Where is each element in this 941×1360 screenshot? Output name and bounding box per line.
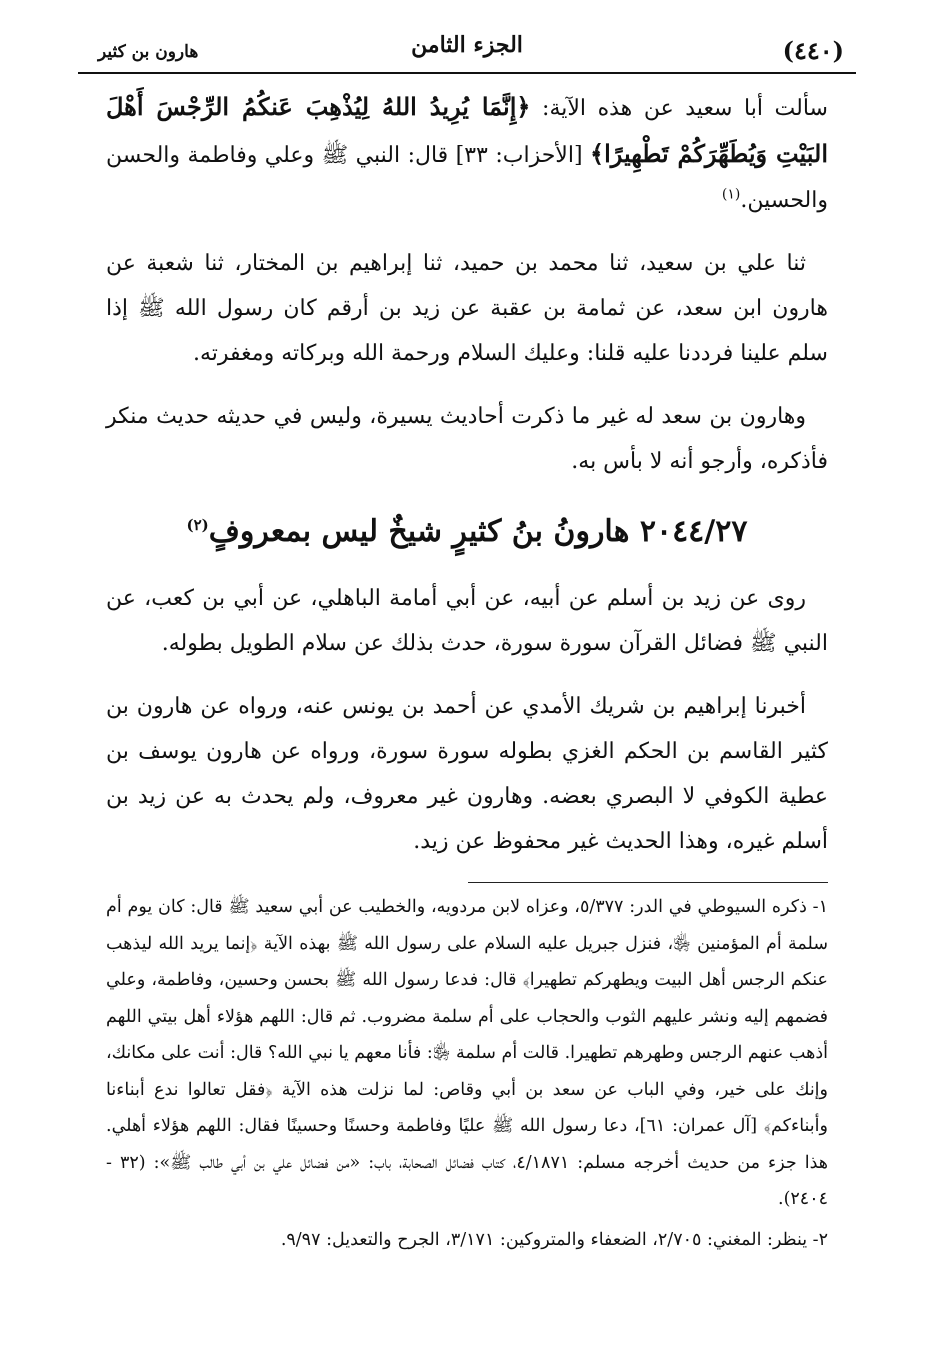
paragraph-text: [الأحزاب: ٣٣] قال: النبي ﷺ وعلي وفاطمة والحسن والحسين.: [106, 143, 828, 213]
footnote-ref: (١): [721, 186, 741, 203]
main-text: [78, 74, 856, 864]
book-page: [78, 28, 856, 1338]
paragraph-text: سألت أبا سعيد عن هذه الآية:: [530, 96, 828, 121]
paragraph-assessment: وهارون بن سعد له غير ما ذكرت أحاديث يسيرة، وليس في حديثه حديث منكر فأذكره، وأرجو أنه لا بأس به.: [106, 404, 828, 474]
footnote-separator: [468, 882, 828, 883]
volume-title: الجزء الثامن: [411, 32, 523, 58]
paragraph-quran-verse: [106, 84, 828, 223]
paragraph-isnad: ثنا علي بن سعيد، ثنا محمد بن حميد، ثنا إبراهيم بن المختار، ثنا شعبة عن هارون ابن سعد، عن ثمامة بن عقبة عن زيد بن أرقم كان رسول الله ﷺ إذا سلم علينا فرددنا عليه قلنا: وعليك السلام ورحمة الله وبركاته ومغفرته.: [106, 251, 828, 366]
quran-verse: ﴿إِنَّمَا يُرِيدُ اللهُ لِيُذْهِبَ عَنكُمُ الرِّجْسَ أَهْلَ البَيْتِ وَيُطَهِّرَكُمْ تَطْهِيرًا﴾: [106, 92, 828, 168]
footnote-2: ٢- ينظر: المغني: ٢/٧٠٥، الضعفاء والمتروكين: ٣/١٧١، الجرح والتعديل: ٩/٩٧.: [280, 1229, 828, 1250]
entry-heading: [106, 502, 828, 562]
page-number: (٤٤٠): [782, 36, 844, 65]
footnote-1: ١- ذكره السيوطي في الدر: ٥/٣٧٧، وعزاه لابن مردويه، والخطيب عن أبي سعيد ﷺ قال: كان يوم أم سلمة أم المؤمنين ﵂، فنزل جبريل عليه السلام على رسول الله ﷺ بهذه الآية ﴿إنما يريد الله ليذهب عنكم الرجس أهل البيت ويطهركم تطهيرا﴾ قال: فدعا رسول الله ﷺ بحسن وحسين، وفاطمة، وعلي فضمهم إليه ونشر عليهم الثوب والحجاب على أم سلمة مضروب. ثم قال: اللهم هؤلاء أهل بيتي اللهم أذهب عنهم الرجس وطهرهم تطهيرا. قالت أم سلمة ﵂: فأنا معهم يا نبي الله؟ قال: أنت على مكانك، وإنك على خير، وفي الباب عن سعد بن أبي وقاص: لما نزلت هذه الآية ﴿فقل تعالوا ندع أبناءنا وأبناءكم﴾ [آل عمران: ٦١]، دعا رسول الله ﷺ عليًا وفاطمة وحسنًا وحسينًا فقال: اللهم هؤلاء أهلي. هذا جزء من حديث أخرجه مسلم: ٤/١٨٧١، كتاب فضائل الصحابة، باب: «من فضائل علي بن أبي طالب ﷺ»: (٣٢ - ٢٤٠٤).: [106, 897, 829, 1209]
entry-heading-text: ٢٠٤٤/٢٧ هارونُ بنُ كثيرٍ شيخٌ ليس بمعروفٍ: [208, 514, 748, 549]
page-header: [78, 28, 856, 72]
footnotes: [78, 889, 856, 1258]
footnote-ref: (٢): [186, 516, 209, 534]
running-title: هارون بن كثير: [98, 42, 199, 62]
paragraph-entry-assessment: أخبرنا إبراهيم بن شريك الأمدي عن أحمد بن يونس عنه، ورواه عن هارون بن كثير القاسم بن الحكم الغزي بطوله سورة سورة، ورواه عن هارون يوسف بن عطية الكوفي لا البصري بعضه. وهارون غير معروف، ولم يحدث به عن زيد بن أسلم غيره، وهذا الحديث غير محفوظ عن زيد.: [106, 694, 828, 854]
paragraph-entry-narration: روى عن زيد بن أسلم عن أبيه، عن أبي أمامة الباهلي، عن أبي بن كعب، عن النبي ﷺ فضائل القرآن سورة سورة، حدث بذلك عن سلام الطويل بطوله.: [106, 586, 828, 656]
